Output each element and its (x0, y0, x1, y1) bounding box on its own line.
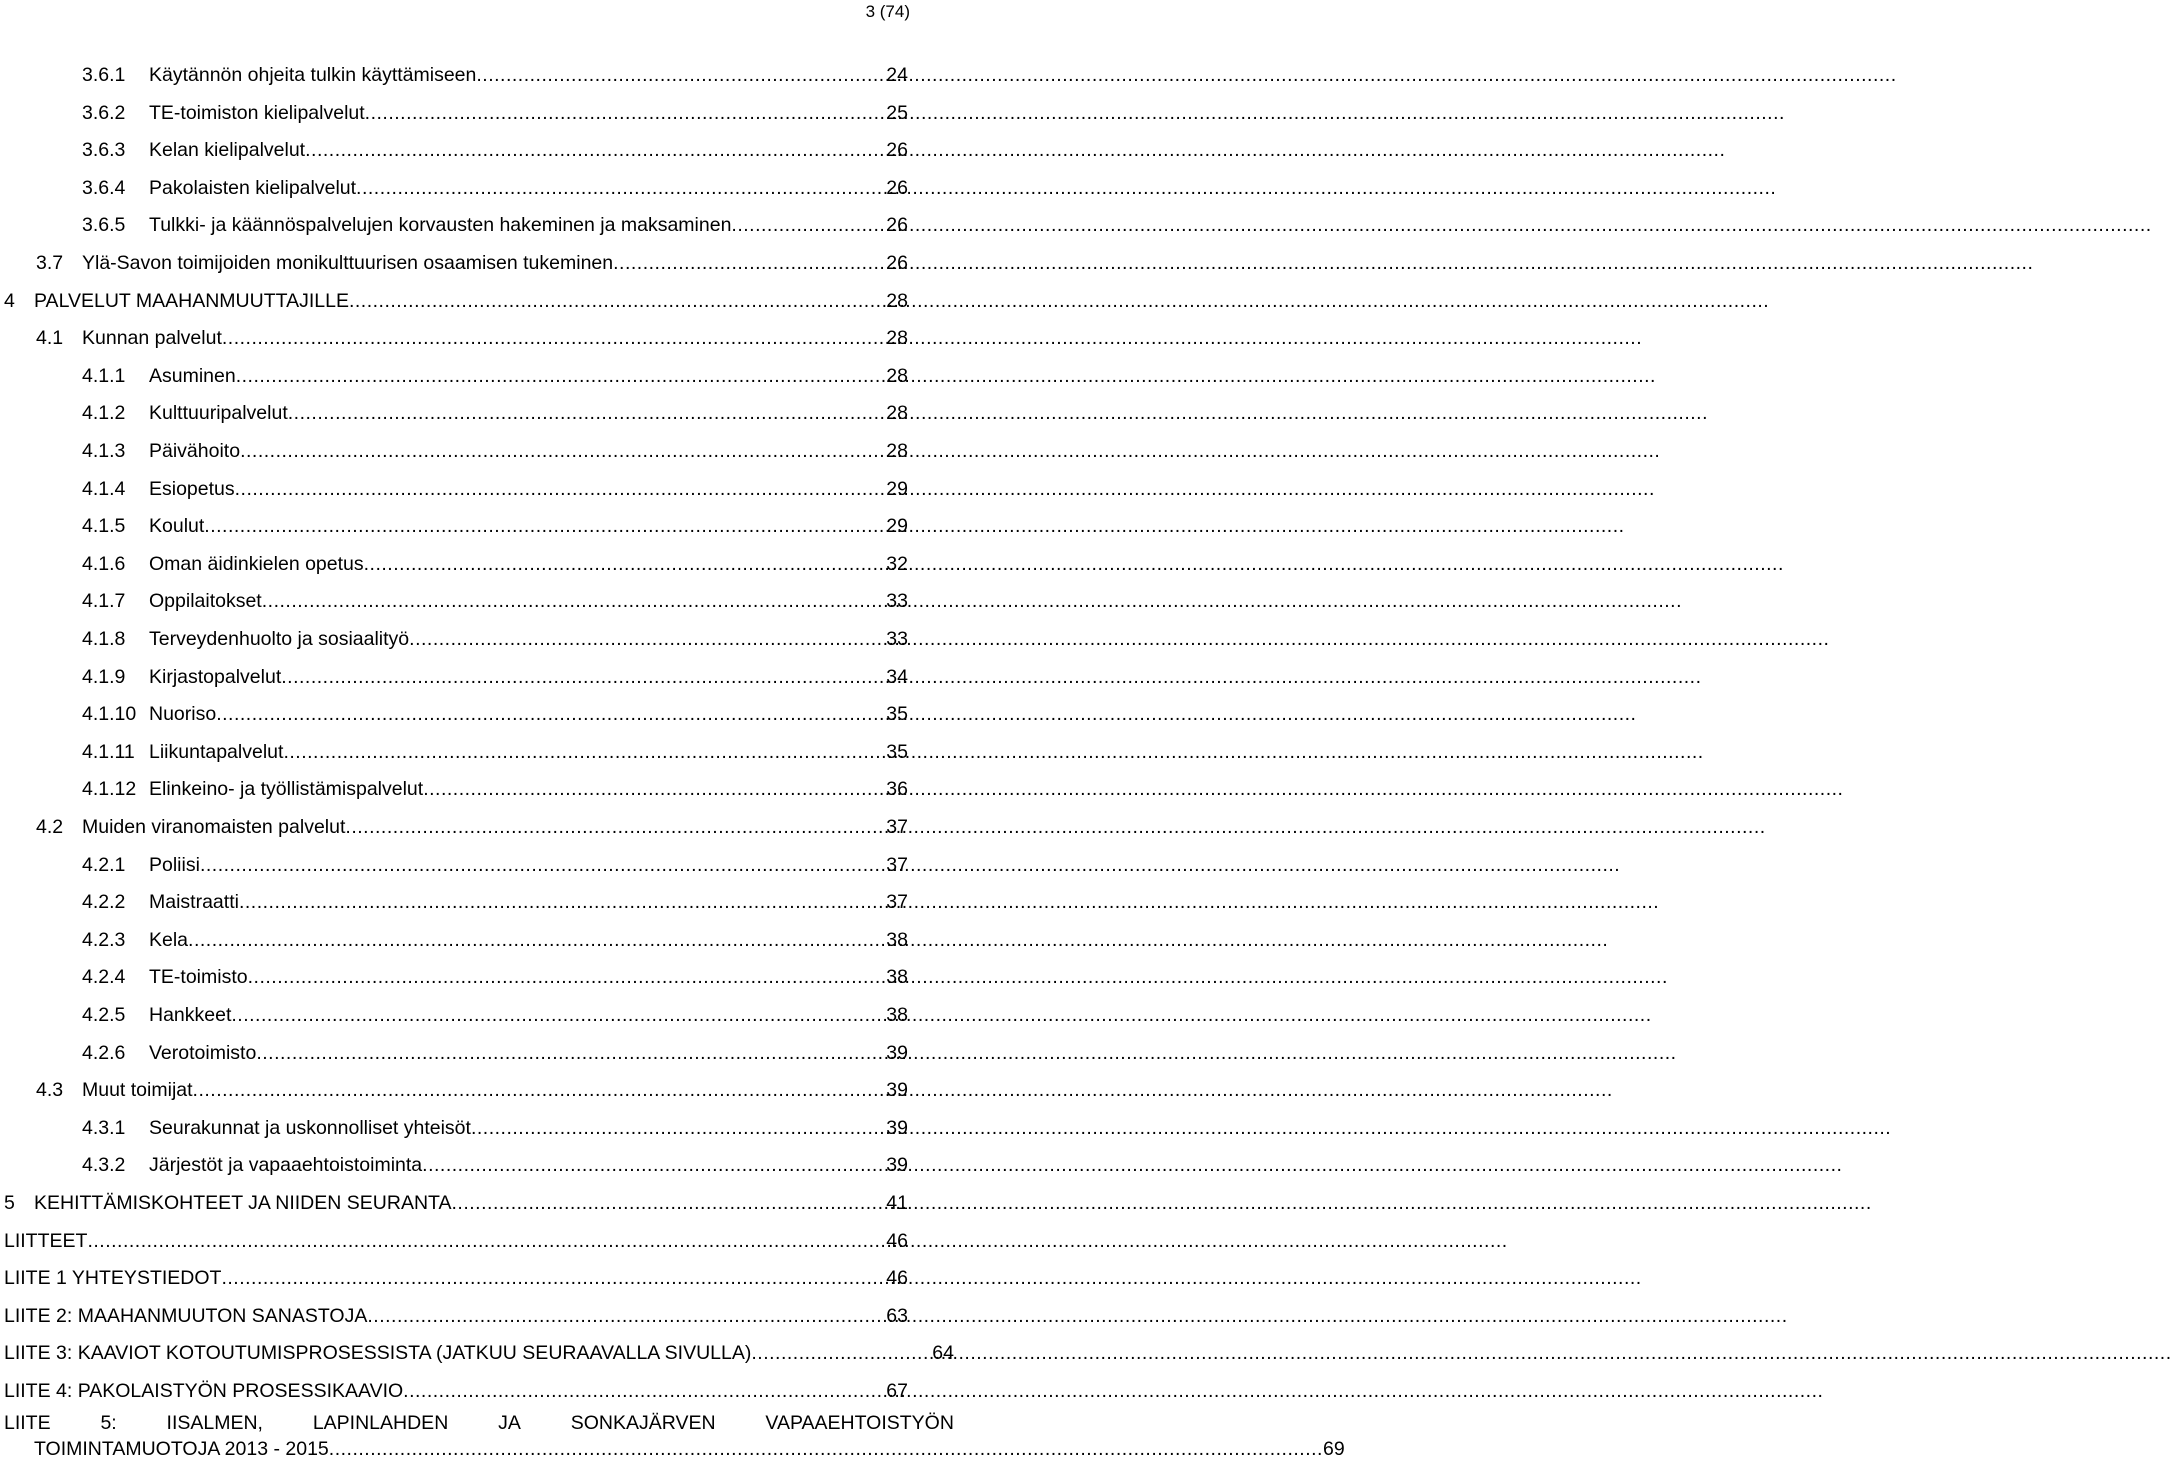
toc-leader-dots (751, 1340, 932, 1366)
toc-entry-page: 67 (886, 1380, 908, 1402)
toc-entry-page: 69 (1322, 1438, 1345, 1460)
toc-entry-number: 4 (4, 289, 15, 312)
toc-leader-dots (240, 438, 886, 464)
toc-entry-title: TE-toimisto (149, 966, 248, 989)
toc-entry-number: 5 (4, 1192, 15, 1214)
toc-entry-title: Kulttuuripalvelut (149, 402, 288, 425)
toc-entry-page: 28 (886, 364, 908, 387)
toc-leader-dots (365, 100, 887, 126)
toc-entry[interactable] (82, 363, 908, 389)
toc-entry-page: 46 (886, 1267, 908, 1290)
toc-entry[interactable] (4, 288, 908, 314)
toc-entry-number: 4.2.5 (82, 1004, 126, 1026)
toc-entry-title: Pakolaisten kielipalvelut (149, 176, 357, 199)
toc-entry-page: 38 (886, 966, 908, 989)
toc-entry[interactable] (82, 889, 908, 915)
toc-entry-title: LIITTEET (4, 1229, 88, 1252)
toc-leader-dots (283, 739, 886, 765)
toc-entry-title: Esiopetus (149, 477, 235, 500)
toc-entry-number: 3.7 (36, 252, 64, 274)
toc-entry-number: 4.1.8 (82, 628, 126, 650)
toc-entry[interactable] (4, 1228, 908, 1254)
toc-leader-dots (364, 551, 887, 577)
toc-leader-dots (452, 1190, 887, 1216)
toc-entry-number: 4.3 (36, 1079, 64, 1102)
toc-leader-dots (345, 814, 886, 840)
toc-leader-dots (471, 1115, 886, 1141)
toc-entry-page: 46 (886, 1229, 908, 1252)
toc-entry-title: Hankkeet (149, 1004, 232, 1026)
toc-entry-page: 38 (886, 1004, 908, 1026)
toc-leader-dots (262, 588, 887, 614)
toc-entry-page: 28 (886, 440, 908, 462)
toc-entry-title: Kelan kielipalvelut (149, 139, 306, 162)
toc-entry-page: 28 (886, 402, 908, 425)
toc-entry-number: 4.1.12 (82, 778, 137, 801)
toc-entry-page: 24 (886, 64, 908, 86)
toc-entry-number: 4.1.4 (82, 477, 126, 500)
toc-entry[interactable] (82, 1040, 908, 1066)
toc-entry-number: 4.1.1 (82, 364, 126, 387)
toc-entry-title: Kirjastopalvelut (149, 665, 282, 688)
toc-entry-title: Järjestöt ja vapaaehtoistoiminta (149, 1154, 423, 1177)
toc-entry-title: Terveydenhuolto ja sosiaalityö (149, 628, 410, 650)
toc-entry[interactable] (36, 1077, 908, 1103)
toc-entry-number: 4.1.10 (82, 703, 137, 726)
toc-leader-dots (731, 212, 886, 238)
toc-entry-page: 25 (886, 101, 908, 124)
toc-entry-title: LIITE 1 YHTEYSTIEDOT (4, 1267, 222, 1290)
toc-entry[interactable] (36, 814, 908, 840)
toc-entry[interactable] (82, 100, 908, 126)
toc-entry-page: 39 (886, 1154, 908, 1177)
toc-leader-dots (248, 964, 887, 990)
toc-entry-number: 4.2.3 (82, 928, 126, 951)
toc-entry[interactable] (82, 1152, 908, 1178)
toc-entry-title: Verotoimisto (149, 1041, 257, 1064)
toc-entry-page: 37 (886, 853, 908, 876)
toc-leader-dots (231, 1002, 886, 1028)
toc-leader-dots (239, 889, 886, 915)
toc-entry[interactable] (82, 588, 908, 614)
toc-entry-title-word: IISALMEN, (166, 1412, 263, 1434)
toc-entry-title-word: LIITE (4, 1412, 51, 1434)
toc-entry-title: Seurakunnat ja uskonnolliset yhteisöt (149, 1116, 471, 1139)
toc-entry-number: 4.1.2 (82, 402, 126, 425)
toc-entry[interactable] (82, 137, 908, 163)
toc-entry-page: 32 (886, 552, 908, 575)
toc-entry-page: 29 (886, 515, 908, 538)
toc-entry-page: 41 (886, 1192, 908, 1214)
toc-entry-page: 37 (886, 816, 908, 838)
toc-entry-page: 26 (886, 214, 908, 237)
toc-entry-title-word: 5: (100, 1412, 117, 1434)
toc-entry[interactable] (82, 513, 908, 539)
toc-entry-title: Nuoriso (149, 703, 217, 726)
toc-leader-dots (236, 363, 887, 389)
toc-entry-page: 36 (886, 778, 908, 801)
toc-entry[interactable] (82, 1115, 908, 1141)
toc-entry-title: Oman äidinkielen opetus (149, 552, 364, 575)
toc-entry[interactable] (82, 664, 908, 690)
toc-leader-dots: ........................................................................................................................................................................ (328, 1438, 1323, 1460)
toc-entry-number: 3.6.1 (82, 64, 126, 86)
toc-entry[interactable] (82, 476, 908, 502)
toc-entry[interactable] (82, 739, 908, 765)
toc-entry-liite-5-line1 (4, 1410, 954, 1436)
toc-entry-page: 29 (886, 477, 908, 500)
toc-entry-page: 39 (886, 1116, 908, 1139)
toc-leader-dots (204, 513, 886, 539)
toc-leader-dots (356, 175, 886, 201)
toc-entry-page: 26 (886, 252, 908, 274)
toc-entry-number: 4.3.2 (82, 1154, 126, 1177)
toc-leader-dots (200, 852, 886, 878)
toc-entry-page: 39 (886, 1079, 908, 1102)
toc-entry[interactable] (82, 400, 908, 426)
toc-entry-title: Käytännön ohjeita tulkin käyttämiseen (149, 64, 477, 86)
toc-entry[interactable] (82, 438, 908, 464)
toc-entry-number: 4.1.6 (82, 552, 126, 575)
toc-leader-dots (87, 1228, 886, 1254)
toc-entry-page: 35 (886, 703, 908, 726)
toc-entry-title: Elinkeino- ja työllistämispalvelut (149, 778, 424, 801)
toc-leader-dots (281, 664, 886, 690)
toc-entry[interactable] (82, 1002, 908, 1028)
toc-entry-number: 3.6.5 (82, 214, 126, 237)
toc-entry[interactable] (82, 626, 908, 652)
toc-entry-title: LIITE 3: KAAVIOT KOTOUTUMISPROSESSISTA (JATKUU SEURAAVALLA SIVULLA) (4, 1342, 752, 1365)
toc-entry[interactable] (4, 1190, 908, 1216)
toc-entry-title: LIITE 2: MAAHANMUUTON SANASTOJA (4, 1304, 368, 1327)
toc-entry[interactable] (4, 1378, 908, 1404)
toc-entry-liite-5[interactable] (4, 1410, 1345, 1462)
toc-entry-page: 35 (886, 740, 908, 763)
toc-entry-page: 26 (886, 139, 908, 162)
toc-leader-dots (349, 288, 886, 314)
toc-entry-page: 26 (886, 176, 908, 199)
toc-entry-title: KEHITTÄMISKOHTEET JA NIIDEN SEURANTA (34, 1192, 452, 1214)
toc-leader-dots (288, 400, 887, 426)
toc-leader-dots (188, 927, 886, 953)
toc-entry[interactable] (82, 175, 908, 201)
toc-leader-dots (422, 1152, 886, 1178)
toc-entry-title: Asuminen (149, 364, 236, 387)
toc-leader-dots (193, 1077, 887, 1103)
toc-entry-title: Päivähoito (149, 440, 241, 462)
toc-entry-title: Poliisi (149, 853, 200, 876)
toc-entry-title: Tulkki- ja käännöspalvelujen korvausten hakeminen ja maksaminen (149, 214, 732, 237)
toc-entry-page: 34 (886, 665, 908, 688)
toc-entry-page: 28 (886, 327, 908, 350)
toc-entry-page: 28 (886, 289, 908, 312)
toc-entry-number: 3.6.4 (82, 176, 126, 199)
toc-entry-title: Koulut (149, 515, 205, 538)
toc-leader-dots (423, 776, 886, 802)
toc-leader-dots (613, 250, 886, 276)
toc-entry[interactable] (82, 551, 908, 577)
toc-entry-title: Kela (149, 928, 189, 951)
toc-entry-number: 4.1.9 (82, 665, 126, 688)
toc-entry-number: 4.3.1 (82, 1116, 126, 1139)
toc-entry-page: 33 (886, 590, 908, 613)
toc-leader-dots (222, 325, 886, 351)
toc-entry-number: 4.1.3 (82, 440, 126, 462)
toc-entry-number: 4.2.1 (82, 853, 126, 876)
toc-entry[interactable] (82, 212, 908, 238)
toc-entry-number: 4.2 (36, 816, 64, 838)
toc-leader-dots (221, 1265, 886, 1291)
toc-entry-number: 4.1.7 (82, 590, 126, 613)
toc-entry-number: 3.6.3 (82, 139, 126, 162)
toc-entry-liite-5-line2 (4, 1436, 1345, 1462)
toc-entry-page: 38 (886, 928, 908, 951)
toc-entry-page: 37 (886, 891, 908, 914)
toc-entry-page: 39 (886, 1041, 908, 1064)
toc-leader-dots (409, 626, 886, 652)
toc-entry-title: TOIMINTAMUOTOJA 2013 - 2015 (34, 1438, 329, 1460)
toc-entry[interactable] (4, 1340, 954, 1366)
toc-entry-title: PALVELUT MAAHANMUUTTAJILLE (34, 289, 349, 312)
toc-entry[interactable] (82, 852, 908, 878)
toc-entry[interactable] (4, 1303, 908, 1329)
toc-entry-title-word: VAPAAEHTOISTYÖN (765, 1412, 954, 1434)
toc-entry-number: 4.1 (36, 327, 64, 350)
toc-entry[interactable] (36, 325, 908, 351)
page-number: 3 (74) (865, 2, 910, 21)
toc-leader-dots (235, 476, 887, 502)
toc-leader-dots (403, 1378, 886, 1404)
toc-entry-title: Muut toimijat (82, 1079, 193, 1102)
toc-entry-title: LIITE 4: PAKOLAISTYÖN PROSESSIKAAVIO (4, 1380, 404, 1402)
toc-entry-page: 33 (886, 628, 908, 650)
toc-entry[interactable] (82, 701, 908, 727)
toc-entry-title: TE-toimiston kielipalvelut (149, 101, 365, 124)
toc-entry-page: 64 (932, 1342, 954, 1365)
toc-entry-title: Maistraatti (149, 891, 239, 914)
toc-entry-title: Muiden viranomaisten palvelut (82, 816, 346, 838)
toc-entry-page: 63 (886, 1304, 908, 1327)
toc-entry[interactable] (4, 1265, 908, 1291)
toc-entry-number: 4.1.5 (82, 515, 126, 538)
toc-entry-number: 4.2.4 (82, 966, 126, 989)
toc-leader-dots (256, 1040, 886, 1066)
toc-entry-title: Oppilaitokset (149, 590, 262, 613)
toc-leader-dots (305, 137, 886, 163)
toc-entry[interactable] (82, 927, 908, 953)
toc-entry-number: 4.2.6 (82, 1041, 126, 1064)
toc-entry[interactable] (82, 62, 908, 88)
toc-entry[interactable] (82, 964, 908, 990)
toc-entry-title-word: LAPINLAHDEN (312, 1412, 449, 1434)
toc-leader-dots (216, 701, 886, 727)
toc-entry-number: 3.6.2 (82, 101, 126, 124)
toc-leader-dots (367, 1303, 886, 1329)
toc-entry[interactable] (82, 776, 908, 802)
toc-entry-number: 4.2.2 (82, 891, 126, 914)
toc-leader-dots (476, 62, 886, 88)
toc-entry-number: 4.1.11 (82, 740, 135, 763)
toc-entry-title-word: JA (498, 1412, 521, 1434)
toc-entry-title: Liikuntapalvelut (149, 740, 284, 763)
toc-entry-title: Ylä-Savon toimijoiden monikulttuurisen osaamisen tukeminen (82, 252, 614, 274)
toc-entry-title: Kunnan palvelut (82, 327, 222, 350)
toc-entry[interactable] (36, 250, 908, 276)
toc-entry-title-word: SONKAJÄRVEN (570, 1412, 716, 1434)
